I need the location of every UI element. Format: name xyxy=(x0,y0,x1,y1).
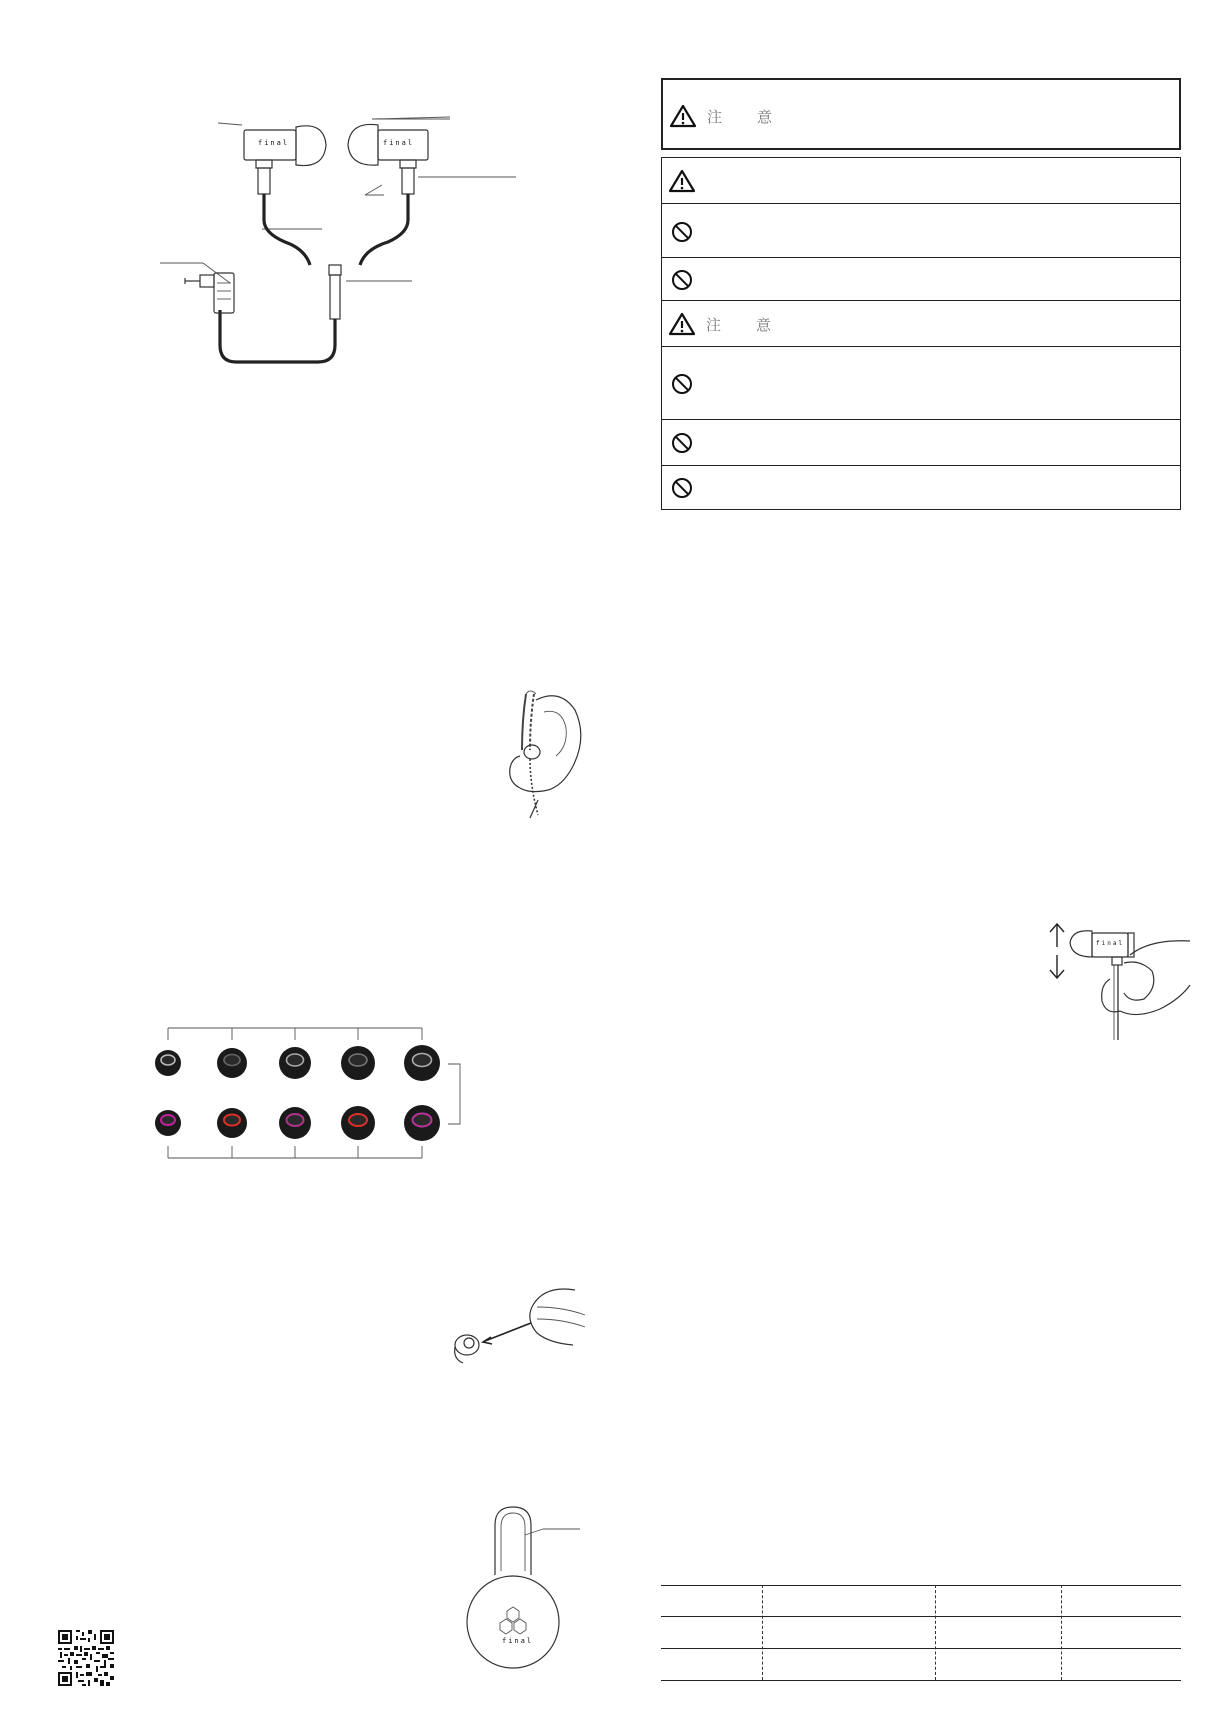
table-col-divider-2 xyxy=(935,1585,936,1680)
prohibition-row-1 xyxy=(661,203,1181,258)
prohibited-circle-icon xyxy=(671,269,693,291)
nozzle-adjust-illustration xyxy=(1040,915,1190,1040)
caution-section-label: 注 意 xyxy=(706,316,782,334)
ear-wearing-illustration xyxy=(500,690,590,820)
qr-code xyxy=(58,1630,114,1686)
table-rule-1 xyxy=(661,1616,1181,1617)
prohibited-circle-icon xyxy=(671,373,693,395)
table-rule-bottom xyxy=(661,1680,1181,1681)
right-earphone-logo: final xyxy=(383,139,415,147)
carry-case-logo: final xyxy=(502,1637,534,1645)
caution-section-row xyxy=(661,300,1181,347)
prohibited-circle-icon xyxy=(671,477,693,499)
table-col-divider-1 xyxy=(762,1585,763,1680)
warning-triangle-icon xyxy=(669,104,697,128)
table-col-divider-3 xyxy=(1061,1585,1062,1680)
earphone-parts-diagram xyxy=(160,105,530,385)
warning-triangle-icon xyxy=(668,312,696,336)
prohibition-row-4 xyxy=(661,419,1181,466)
prohibited-circle-icon xyxy=(671,221,693,243)
caution-header-label: 注 意 xyxy=(707,108,783,126)
prohibition-row-5 xyxy=(661,465,1181,510)
eartips-size-chart xyxy=(140,1020,470,1170)
prohibition-row-3 xyxy=(661,346,1181,420)
eartip-attach-illustration xyxy=(445,1285,585,1375)
table-rule-2 xyxy=(661,1648,1181,1649)
nozzle-earphone-logo: final xyxy=(1096,940,1125,947)
table-rule-top xyxy=(661,1585,1181,1586)
left-earphone-logo: final xyxy=(258,139,290,147)
prohibited-circle-icon xyxy=(671,432,693,454)
caution-panel xyxy=(661,78,1183,510)
warning-row xyxy=(661,157,1181,204)
prohibition-row-2 xyxy=(661,257,1181,301)
carry-case-illustration xyxy=(465,1505,585,1680)
warning-triangle-icon xyxy=(668,169,696,193)
caution-header-row xyxy=(661,78,1181,150)
